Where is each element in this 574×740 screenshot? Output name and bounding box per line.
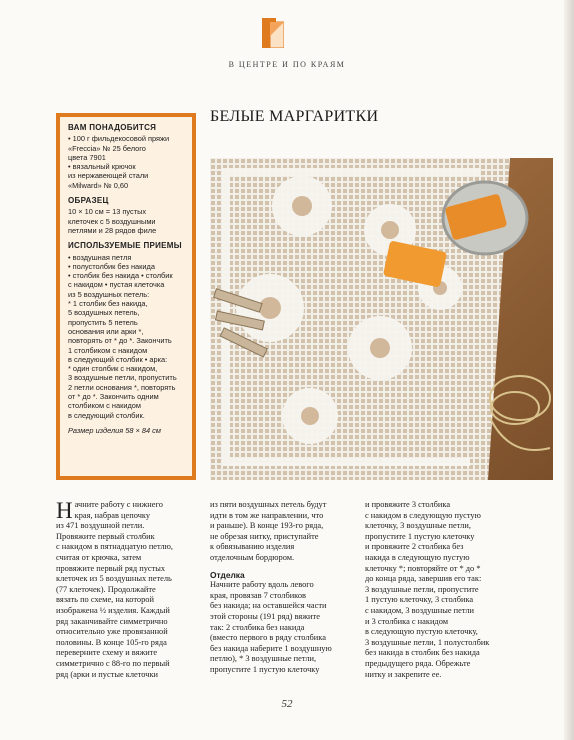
body-line: края, набрав цепочку <box>74 510 151 520</box>
body-line: предыдущего ряда. Обрежьте <box>365 658 471 668</box>
body-column-3 <box>365 500 507 680</box>
body-line: с накидом в следующую пустую <box>365 510 481 520</box>
body-line: так: 2 столбика без накида <box>210 622 305 632</box>
body-line: к обвязыванию изделия <box>210 542 295 552</box>
body-line: половины. В конце 105-го ряда <box>56 637 167 647</box>
body-line: (вместо первого в ряду столбика <box>210 633 326 643</box>
gauge-heading: ОБРАЗЕЦ <box>68 196 109 206</box>
techniques-line: из 5 воздушных петель: <box>68 289 150 299</box>
body-line: и провяжите 3 столбика <box>365 500 451 509</box>
body-line: петлю), * 3 воздушные петли, <box>210 654 317 664</box>
body-line: Начните работу вдоль левого <box>210 580 314 590</box>
techniques-line: 1 столбиком с накидом <box>68 345 148 355</box>
body-line: из пяти воздушных петель будут <box>210 500 327 509</box>
techniques-line: * 1 столбик без накида, <box>68 299 148 309</box>
chapter-logo-icon <box>262 18 284 48</box>
body-line: 1 пустую клеточку, 3 столбика <box>365 595 474 605</box>
materials-line: цвета 7901 <box>68 152 106 162</box>
body-line: пропустите 1 пустую клеточку <box>365 531 475 541</box>
techniques-line: 2 петли основания *, повторять <box>68 382 176 392</box>
body-line: без накида; на оставшейся части <box>210 601 327 611</box>
body-line: этой стороны (191 ряд) вяжите <box>210 611 320 621</box>
body-column-2 <box>210 500 355 676</box>
body-line: 3 воздушные петли, 1 полустолбик <box>365 637 490 647</box>
body-line: края, провязав 7 столбиков <box>210 590 306 600</box>
page-edge <box>564 0 574 740</box>
body-line: в следующую пустую клеточку, <box>365 627 478 637</box>
body-line: изображена ½ изделия. Каждый <box>56 605 170 615</box>
body-line: и провяжите 2 столбика без <box>365 542 464 552</box>
materials-line: • вязальный крючок <box>68 162 136 172</box>
body-line: до конца ряда, завершив его так: <box>365 574 482 584</box>
finishing-subheading: Отделка <box>210 569 245 580</box>
techniques-line: столбиком с накидом <box>68 401 141 411</box>
techniques-line: пропустить 5 петель <box>68 317 138 327</box>
techniques-line: • столбик без накида • столбик <box>68 271 173 281</box>
body-line: ачните работу с нижнего <box>74 500 163 509</box>
drop-cap: Н <box>56 498 73 523</box>
body-line: с накидом, 3 воздушные петли <box>365 605 474 615</box>
body-line: накида в следующую пустую <box>365 552 470 562</box>
gauge-line: 10 × 10 см = 13 пустых <box>68 207 147 217</box>
body-line: без накида наберите 1 воздушную <box>210 643 332 653</box>
body-line: Провяжите первый столбик <box>56 531 155 541</box>
body-line: относительно уже провязанной <box>56 627 168 637</box>
techniques-line: в следующий столбик. <box>68 410 145 420</box>
techniques-line: 5 воздушных петель, <box>68 308 140 318</box>
body-line: и 3 столбика с накидом <box>365 616 449 626</box>
finished-size: Размер изделия 58 × 84 см <box>68 425 161 435</box>
body-line: ряд заканчивайте симметрично <box>56 616 168 626</box>
materials-box <box>56 113 196 480</box>
techniques-list <box>68 253 186 420</box>
materials-list <box>68 134 186 190</box>
materials-line: «Freccia» № 25 белого <box>68 143 146 153</box>
body-line: отделочным бордюром. <box>210 552 295 562</box>
body-line: вязать по схеме, на которой <box>56 595 154 605</box>
gauge-line: петлями и 28 рядов филе <box>68 225 157 235</box>
techniques-line: • воздушная петля <box>68 252 132 262</box>
techniques-line: • полустолбик без накида <box>68 261 155 271</box>
gauge-line: клеточек с 5 воздушными <box>68 216 156 226</box>
body-column-1 <box>56 500 196 680</box>
body-line: идти в том же направлении, что <box>210 510 324 520</box>
techniques-line: в следующий столбик • арка: <box>68 354 168 364</box>
body-line: из 471 воздушной петли. <box>56 521 145 531</box>
body-line: (77 клеточек). Продолжайте <box>56 584 156 594</box>
body-line: с накидом в пятнадцатую петлю, <box>56 542 173 552</box>
techniques-line: повторять от * до *. Закончить <box>68 336 172 346</box>
body-line: симметрично с 88-го по первый <box>56 658 170 668</box>
body-line: клеточку *; повторяйте от * до * <box>365 563 481 573</box>
body-line: и раньше). В конце 193-го ряда, <box>210 521 324 531</box>
doily-photo <box>210 158 553 480</box>
page-number: 52 <box>281 698 293 710</box>
body-line: считая от крючка, затем <box>56 552 142 562</box>
doily-photo-art <box>210 158 553 480</box>
body-line: клеточку, 3 воздушные петли, <box>365 521 471 531</box>
body-line: ряд (арки и пустые клеточки <box>56 669 159 679</box>
body-line: 3 воздушные петли, пропустите <box>365 584 479 594</box>
techniques-line: * один столбик с накидом, <box>68 364 158 374</box>
materials-line: • 100 г фильдекосовой пряжи <box>68 134 170 144</box>
gauge-text <box>68 207 186 235</box>
body-line: пропустите 1 пустую клеточку <box>210 664 320 674</box>
body-line: переверните схему и вяжите <box>56 648 158 658</box>
materials-line: из нержавеющей стали <box>68 171 149 181</box>
techniques-line: 3 воздушные петли, пропустить <box>68 373 177 383</box>
techniques-line: основания или арки *, <box>68 326 144 336</box>
body-line: не обрезая нитку, приступайте <box>210 531 319 541</box>
body-line: клеточек из 5 воздушных петель <box>56 574 172 584</box>
body-line: без накида в столбик без накида <box>365 648 480 658</box>
body-line: провяжите первый ряд пустых <box>56 563 166 573</box>
techniques-line: с накидом • пустая клеточка <box>68 280 165 290</box>
materials-heading: ВАМ ПОНАДОБИТСЯ <box>68 123 157 132</box>
section-header: В ЦЕНТРЕ И ПО КРАЯМ <box>228 60 346 69</box>
materials-line: «Milward» № 0,60 <box>68 180 129 190</box>
techniques-heading: ИСПОЛЬЗУЕМЫЕ ПРИЕМЫ <box>68 241 182 251</box>
techniques-line: от * до *. Закончить одним <box>68 392 159 402</box>
body-line: нитку и закрепите ее. <box>365 669 442 679</box>
article-title: БЕЛЫЕ МАРГАРИТКИ <box>210 108 379 125</box>
